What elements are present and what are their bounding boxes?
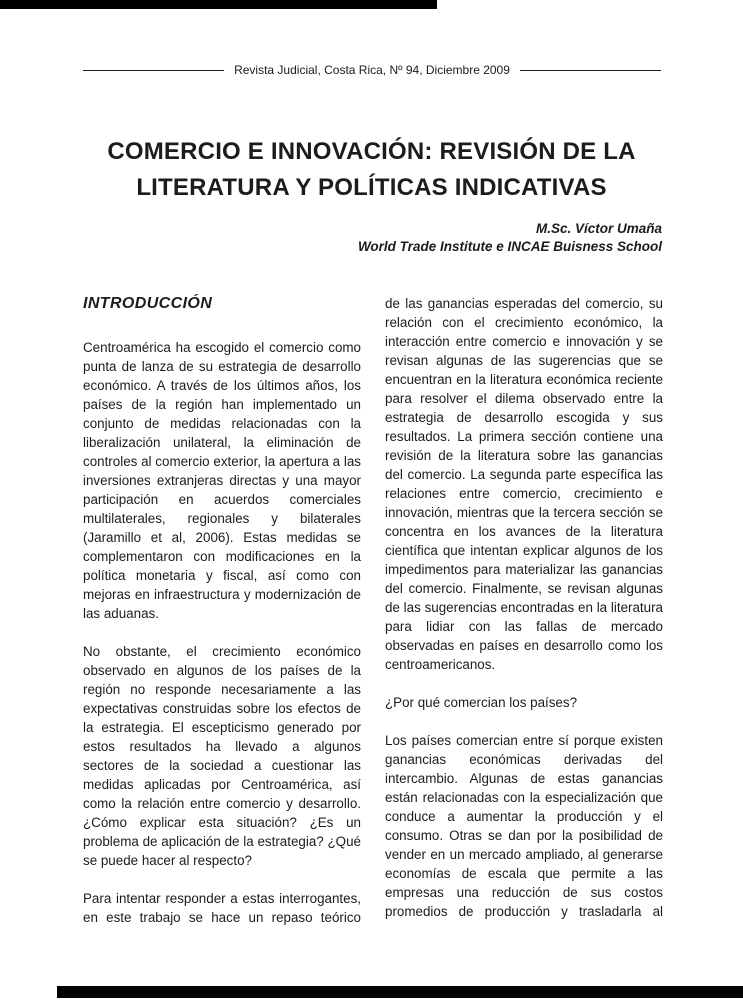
left-paragraph-3: Para intentar responder a estas interrogantes, en este trabajo se hace un repaso teórico [83,891,361,925]
header-rule-left [83,70,224,71]
byline-author: M.Sc. Víctor Umaña [535,221,662,236]
scan-artifact-bar-top [0,0,437,9]
journal-header-text: Revista Judicial, Costa Rica, Nº 94, Diciembre 2009 [234,63,510,77]
article-title-line-1: COMERCIO E INNOVACIÓN: REVISIÓN DE LA [107,138,636,166]
section-question-subheading: ¿Por qué comercian los países? [385,695,578,710]
left-column [83,294,361,946]
content-columns [83,294,663,946]
right-paragraph-continuation: de las ganancias esperadas del comercio, su relación con el crecimiento económico, la interacción entre comercio e innovación y se revisan algunas de las sugerencias que se encuentran en la literatura económica reciente para resolver el dilema observado entre la estrategia de desarrollo escogida y sus resultados. La primera sección contiene una revisión de la literatura sobre las ganancias del comercio. La segunda parte específica las relaciones entre comercio, crecimiento e innovación, mientras que la tercera sección se concentra en los avances de la literatura científica que intentan explicar algunos de los impedimentos para materializar las ganancias del comercio. Finalmente, se revisan algunas de las sugerencias encontradas en la literatura para lidiar con las fallas de mercado observadas en países en desarrollo como los centroamericanos. [385,296,663,672]
right-column [385,294,663,946]
right-paragraph-2: Los países comercian entre sí porque existen ganancias económicas derivadas del intercambio. Algunas de estas ganancias están relacionadas con la especialización que conduce a aumentar la producción y el consumo. Otras se dan por la posibilidad de vender en un mercado ampliado, al generarse economías de escala que permite a las empresas una reducción de sus costos promedios de producción y trasladarla al [385,733,663,919]
article-title-line-2: LITERATURA Y POLÍTICAS INDICATIVAS [136,174,607,202]
article-title [0,134,743,206]
left-paragraph-1: Centroamérica ha escogido el comercio como punta de lanza de su estrategia de desarrollo económico. A través de los últimos años, los países de la región han implementado un conjunto de medidas relacionadas con la liberalización unilateral, la eliminación de controles al comercio exterior, la apertura a las inversiones extranjeras directas y una mayor participación en acuerdos comerciales multilaterales, regionales y bilaterales (Jaramillo et al, 2006). Estas medidas se complementaron con modificaciones en la política monetaria y fiscal, así como con mejoras en infraestructura y modernización de las aduanas. [83,340,361,621]
journal-header [83,63,661,78]
byline-affiliation: World Trade Institute e INCAE Buisness School [357,238,662,254]
byline [358,220,662,255]
scan-artifact-bar-bottom [57,986,743,998]
introduction-heading: INTRODUCCIÓN [83,295,213,312]
left-paragraph-2: No obstante, el crecimiento económico observado en algunos de los países de la región no responde necesariamente a las expectativas construidas sobre los efectos de la estrategia. El escepticismo generado por estos resultados ha llevado a algunos sectores de la sociedad a cuestionar las medidas aplicadas por Centroamérica, así como la relación entre comercio y desarrollo. ¿Cómo explicar esta situación? ¿Es un problema de aplicación de la estrategia? ¿Qué se puede hacer al respecto? [83,644,361,868]
header-rule-right [520,70,661,71]
